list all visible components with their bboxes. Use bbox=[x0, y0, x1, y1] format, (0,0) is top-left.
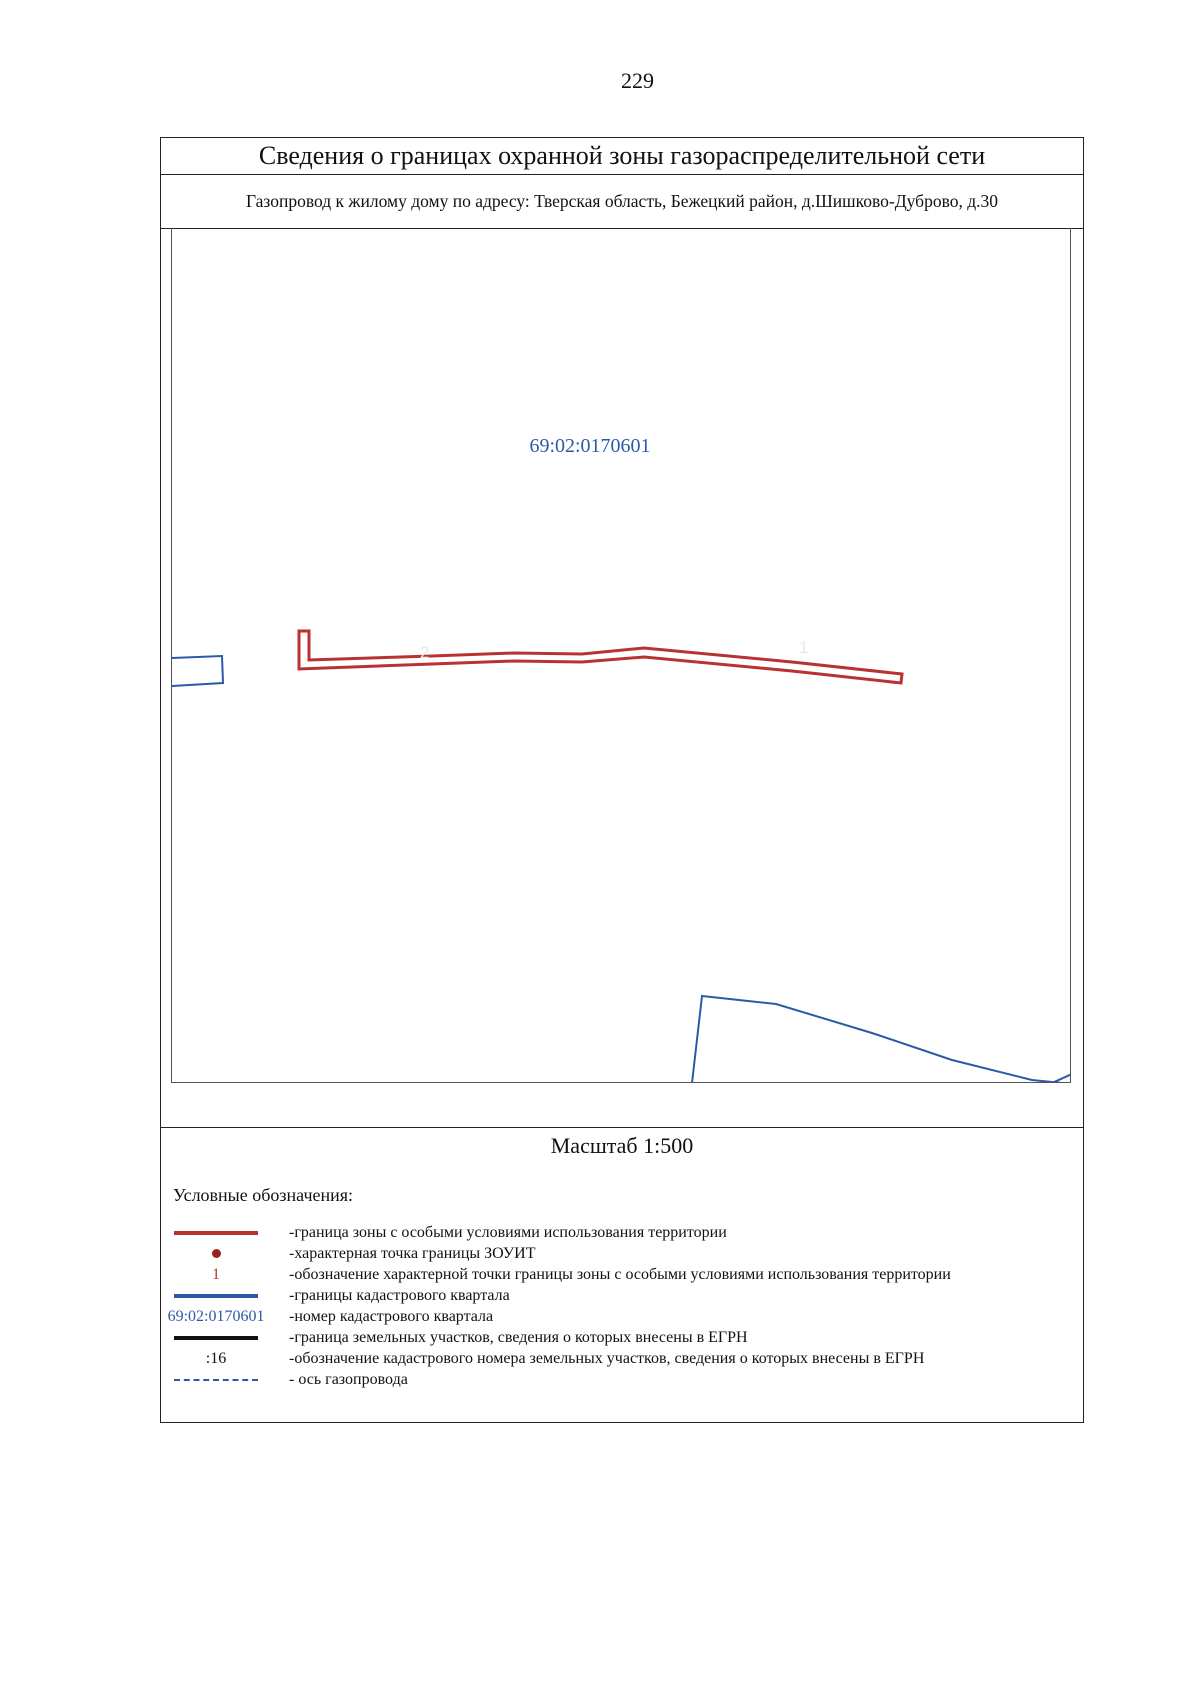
cadastral-quarter-label: 69:02:0170601 bbox=[529, 435, 651, 457]
legend-symbol-red-line bbox=[171, 1222, 261, 1243]
legend-item-quarter-boundary bbox=[161, 1285, 1085, 1306]
legend-item-parcel-boundary bbox=[161, 1327, 1085, 1348]
legend-text: -границы кадастрового квартала bbox=[289, 1287, 510, 1304]
map-canvas bbox=[172, 228, 1071, 1083]
legend-text: - ось газопровода bbox=[289, 1371, 408, 1388]
legend-symbol-blue-number: 69:02:0170601 bbox=[167, 1307, 265, 1325]
legend-item-pipeline-axis bbox=[161, 1369, 1085, 1390]
quarter-boundary-left bbox=[172, 656, 223, 686]
point-label-1: 1 bbox=[799, 638, 809, 657]
legend-text: -характерная точка границы ЗОУИТ bbox=[289, 1245, 536, 1262]
legend-item-zone-point bbox=[161, 1243, 1085, 1264]
legend-text: -номер кадастрового квартала bbox=[289, 1308, 494, 1325]
document-subtitle: Газопровод к жилому дому по адресу: Тверская область, Бежецкий район, д.Шишково-Дуброво, д.30 bbox=[161, 174, 1083, 229]
document-title: Сведения о границах охранной зоны газораспределительной сети bbox=[161, 138, 1083, 175]
document-frame bbox=[160, 137, 1084, 1423]
legend-symbol-blue-line bbox=[171, 1285, 261, 1306]
legend-symbol-red-dot bbox=[171, 1243, 261, 1264]
scale-label: Масштаб 1:500 bbox=[550, 1133, 694, 1158]
legend-symbol-blue-dash bbox=[171, 1369, 261, 1390]
legend-symbol-red-number: 1 bbox=[212, 1265, 220, 1283]
quarter-boundary-corner bbox=[1052, 1074, 1071, 1083]
point-label-2: 2 bbox=[420, 643, 430, 662]
legend-title: Условные обозначения: bbox=[173, 1185, 354, 1205]
legend-symbol-black-number: :16 bbox=[205, 1349, 227, 1367]
page-number: 229 bbox=[621, 68, 654, 93]
legend-item-parcel-number bbox=[161, 1348, 1085, 1369]
legend-symbol-black-line bbox=[171, 1327, 261, 1348]
legend-text: -граница земельных участков, сведения о которых внесены в ЕГРН bbox=[289, 1329, 748, 1346]
legend-text: -граница зоны с особыми условиями использования территории bbox=[289, 1224, 727, 1241]
legend-text: -обозначение кадастрового номера земельных участков, сведения о которых внесены в ЕГРН bbox=[289, 1350, 925, 1367]
map-legend-divider bbox=[161, 1127, 1083, 1128]
map-area[interactable] bbox=[171, 228, 1071, 1083]
legend-item-zone-boundary bbox=[161, 1222, 1085, 1243]
legend-item-quarter-number bbox=[161, 1306, 1085, 1327]
zone-boundary bbox=[299, 631, 902, 683]
quarter-boundary-bottom bbox=[692, 996, 1062, 1083]
legend-item-point-label bbox=[161, 1264, 1085, 1285]
legend-text: -обозначение характерной точки границы зоны с особыми условиями использования территории bbox=[289, 1266, 951, 1283]
